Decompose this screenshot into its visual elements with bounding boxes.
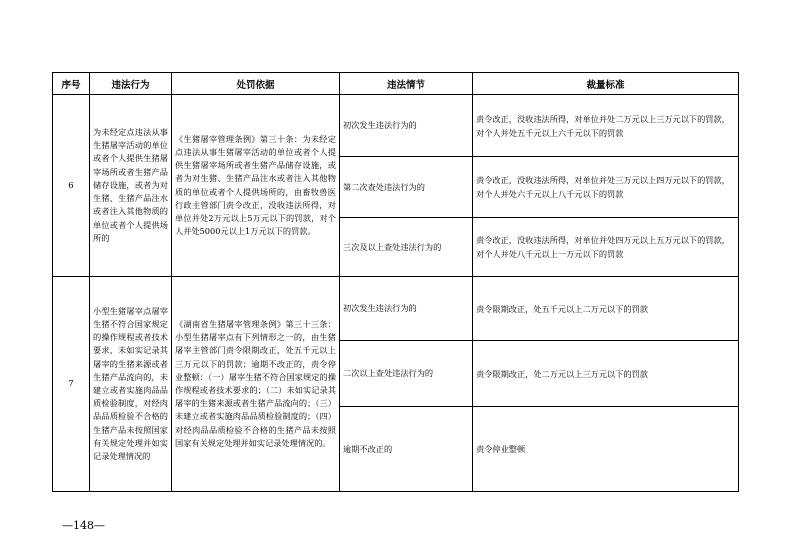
header-act: 违法行为 (90, 73, 172, 95)
row6-plot-3: 三次及以上查处违法行为的 (340, 218, 473, 277)
row7-seq: 7 (53, 277, 90, 492)
row7-plot-2: 二次以上查处违法行为的 (340, 341, 473, 407)
penalty-discretion-table (52, 72, 739, 492)
table-row (53, 277, 739, 341)
table-row (53, 95, 739, 157)
row7-penalty-basis: 《湖南省生猪屠宰管理条例》第三十三条：小型生猪屠宰点有下列情形之一的，由生猪屠宰主管部门责令限期改正，处五千元以上三万元以下的罚款；逾期不改正的，责令停业整顿：（一）屠宰生猪不符合国家规定的操作规程或者技术要求的；（二）未如实记录其屠宰的生猪来源或者生猪产品流向的；（三）未建立或者实施肉品品质检验制度的；（四）对经肉品品质检验不合格的生猪产品未按照国家有关规定处理并如实记录处理情况的。 (172, 277, 340, 492)
row6-seq: 6 (53, 95, 90, 277)
row7-standard-1: 责令限期改正，处五千元以上二万元以下的罚款 (473, 277, 739, 341)
row7-standard-2: 责令限期改正，处二万元以上三万元以下的罚款 (473, 341, 739, 407)
row6-plot-2: 第二次查处违法行为的 (340, 157, 473, 218)
page-number: —148— (62, 519, 105, 532)
row7-plot-3: 逾期不改正的 (340, 407, 473, 492)
header-plot: 违法情节 (340, 73, 473, 95)
header-standard: 裁量标准 (473, 73, 739, 95)
row7-illegal-act: 小型生猪屠宰点屠宰生猪不符合国家规定的操作规程或者技术要求，未如实记录其屠宰的生猪来源或者生猪产品流向的，未建立或者实施肉品品质检验制度，对经肉品品质检验不合格的生猪产品未按照国家有关规定处理并如实记录处理情况的 (90, 277, 172, 492)
table-header-row (53, 73, 739, 95)
header-seq: 序号 (53, 73, 90, 95)
row7-standard-3: 责令停业整顿 (473, 407, 739, 492)
row6-penalty-basis: 《生猪屠宰管理条例》第三十条：为未经定点违法从事生猪屠宰活动的单位或者个人提供生猪屠宰场所或者生猪产品储存设施，或者为对生猪、生猪产品注水或者注入其他物质的单位或者个人提供场所的，由畜牧兽医行政主管部门责令改正，没收违法所得，对单位并处2万元以上5万元以下的罚款，对个人并处5000元以上1万元以下的罚款。 (172, 95, 340, 277)
row6-standard-1: 责令改正，没收违法所得，对单位并处二万元以上三万元以下的罚款，对个人并处五千元以上六千元以下的罚款 (473, 95, 739, 157)
row7-plot-1: 初次发生违法行为的 (340, 277, 473, 341)
row6-illegal-act: 为未经定点违法从事生猪屠宰活动的单位或者个人提供生猪屠宰场所或者生猪产品储存设施，或者为对生猪、生猪产品注水或者注入其他物质的单位或者个人提供场所的 (90, 95, 172, 277)
row6-standard-2: 责令改正，没收违法所得，对单位并处三万元以上四万元以下的罚款，对个人并处六千元以上八千元以下的罚款 (473, 157, 739, 218)
header-basis: 处罚依据 (172, 73, 340, 95)
row6-standard-3: 责令改正，没收违法所得，对单位并处四万元以上五万元以下的罚款，对个人并处八千元以上一万元以下的罚款 (473, 218, 739, 277)
row6-plot-1: 初次发生违法行为的 (340, 95, 473, 157)
